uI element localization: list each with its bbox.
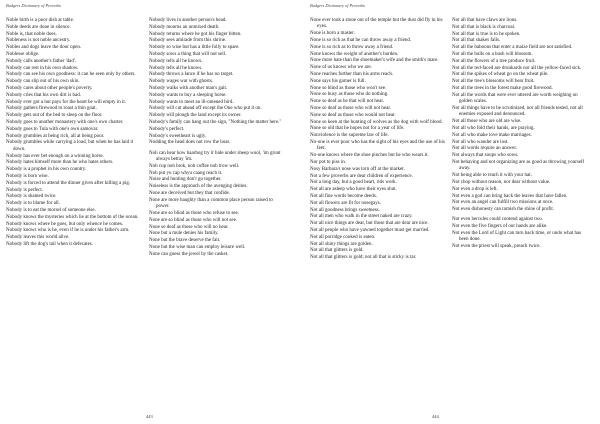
proverb-entry: None ever took a stone out of the temple but the dust did fly in his eyes. (310, 18, 443, 30)
proverb-entry: Not all those who are old are wise. (452, 119, 522, 125)
proverb-entry: Nobles and dogs leave the door open. (6, 45, 82, 51)
proverb-entry: Nobody has ever bet enough on a winning horse. (6, 153, 104, 159)
proverb-entry: Not all who wander are lost. (452, 139, 509, 145)
proverb-entry: Noh can hear how baarhog try it hide under sheep wool, 'im grunt always betray 'im. (149, 150, 281, 162)
proverb-entry: Nobody wants to meet an ill-omened bird. (149, 99, 234, 105)
text-column-left (310, 18, 446, 262)
proverb-entry: None is born a master. (310, 31, 355, 37)
proverb-entry: Not even the five fingers of our hands are alike. (452, 224, 548, 230)
proverb-entry: None so keen at the hunting of wolves as the dog with wolf blood. (310, 119, 443, 125)
proverb-entry: Nobody grumbles while carrying a load, but when he has laid it down. (6, 140, 134, 152)
proverb-entry: No-one knows where the shoe pinches but he who wears it. (310, 153, 429, 159)
proverb-entry: Nobody cares about other people's poverty. (6, 85, 93, 91)
proverb-entry: Nobody hates himself more than he who hates others. (6, 160, 114, 166)
proverb-entry: Not all men who walk in the street naked are crazy. (310, 214, 413, 220)
proverb-entry: Nobody returns where he got his finger bitten. (149, 31, 242, 37)
proverb-entry: Nobody can see his own goodness: it can be seen only by others. (6, 72, 136, 78)
proverb-entry: Not chop without reason, nor dear without value. (452, 179, 551, 185)
proverb-entry: Not all nice things are dear, but those that are dear are nice. (310, 221, 429, 227)
proverb-entry: Nobody sows a thing that will not sell. (149, 51, 227, 57)
proverb-entry: None so deaf as those who would not hear. (310, 112, 396, 118)
proverb-entry: Not always that soups who sows. (452, 153, 519, 159)
proverb-entry: Not all the red-faced are drunkards nor all the yellow-faced sick. (452, 65, 582, 71)
proverb-entry: Not all that glitters is gold. (310, 248, 364, 254)
proverb-entry: Nobody is shamed twice. (6, 194, 57, 200)
proverb-entry: Nobody calls another's father 'dad'. (6, 58, 77, 64)
proverb-entry: None so deaf as he that will not hear. (310, 99, 385, 105)
text-column-left (6, 18, 142, 249)
proverb-entry: Nobody wants to buy a sleeping horse. (149, 92, 227, 98)
proverb-entry: Not all that is true is to be spoken. (452, 31, 521, 37)
proverb-entry: Not all fine words become deeds. (310, 193, 377, 199)
proverb-entry: Noble is, that noble does. (6, 31, 57, 37)
proverb-entry: Nodding the head does not row the boat. (149, 140, 231, 146)
proverb-entry: None of us knows who we are. (310, 65, 372, 71)
proverb-entry: Not all porridge cooked is eaten. (310, 234, 376, 240)
proverb-entry: Nobody is perfect. (6, 187, 44, 193)
proverb-entry: Nor pot to piss in. (310, 159, 346, 165)
proverb-entry: Not all that have claws are lions. (452, 18, 518, 23)
proverb-entry: Nonviolence is the supreme law of life. (310, 133, 389, 139)
proverb-entry: Not even a god can bring back the leaves that have fallen. (452, 193, 568, 199)
proverb-entry: Not all people who have yawned together must get married. (310, 227, 430, 233)
proverb-entry: None but a mule denies his family. (149, 231, 219, 237)
proverb-entry: Not all the tree's blossoms will bear fruit. (452, 79, 535, 85)
proverb-entry: Not behaving and not organizing are as good as throwing yourself away. (452, 159, 585, 172)
proverb-entry: Not even dishonesty can tarnish the shine of profit. (452, 207, 555, 213)
proverb-entry: Nobody so wise but has a little folly to spare. (149, 45, 240, 51)
proverb-entry: Not all flowers are fit for nosegays. (310, 200, 381, 206)
proverb-entry: Nobody will plough the land except its owner. (149, 113, 242, 119)
proverb-entry: Not all that glitters is gold; not all that is sticky is tar. (310, 255, 417, 261)
proverb-entry: None so old that he hopes not for a year of life. (310, 126, 405, 132)
proverb-entry: Nobody is to eat the morsel of someone else. (6, 207, 96, 213)
proverb-entry: Nobody can slip out of his own skin. (6, 79, 80, 85)
proverb-entry: None is so rich as that he can throw away a friend. (310, 38, 412, 43)
proverb-entry: Nobody walks with another man's gait. (149, 85, 228, 91)
running-head: Badgers Dictionary of Proverbs (310, 3, 366, 8)
proverb-entry: Nobody's sweetheart is ugly. (149, 133, 207, 139)
proverb-entry: None are deceived but they that confide. (149, 190, 230, 196)
proverb-entry: Nobody sees amirade from this shrine. (149, 38, 227, 44)
proverb-entry: Noise and hunting don't go together. (149, 177, 222, 183)
proverb-entry: Nobody cries that his own dirt is bad. (6, 92, 81, 98)
proverb-entry: Nobody's perfect. (149, 126, 185, 132)
proverb-entry: Noblesse oblige. (6, 51, 40, 57)
proverb-entry: None knows the weight of another's burden. (310, 51, 399, 57)
proverb-entry: Nobody gets out of the bed to sleep on the floor. (6, 113, 103, 119)
proverb-entry: Nosy Barbara's nose was torn off at the market. (310, 166, 405, 172)
proverb-entry: Nobody is born wise. (6, 173, 49, 179)
page-number: 444 (432, 414, 439, 419)
proverb-entry: Not even hercules could contend against two. (452, 217, 543, 223)
proverb-entry: Noh put yu cap whyu caang reach it. (149, 170, 223, 176)
proverb-entry: None can guess the jewel by the casket. (149, 251, 229, 257)
proverb-entry: Nobody knows who is he, even if he is under his father's arm. (6, 228, 130, 234)
proverb-entry: Not all are asleep who have their eyes shut. (310, 187, 397, 193)
proverb-entry: Nobody tells all he knows. (149, 58, 203, 64)
page-number: 443 (146, 414, 153, 419)
proverb-entry: None is so rich as to throw away a friend. (310, 44, 394, 50)
proverb-entry: Nobody grumbles at being rich, all at being poor. (6, 133, 105, 139)
proverb-entry: Nobody mourns an unmixed death. (149, 24, 220, 30)
proverb-entry: Not all the trees in the forest make good firewood. (452, 85, 553, 91)
proverb-entry: Not a few proverbs are dear children of experience. (310, 173, 413, 179)
proverb-entry: Nobody knows the mysteries which lie at the bottom of the ocean. (6, 214, 139, 220)
proverb-entry: Nobody will cut ahead off except the One who put it on. (149, 106, 262, 112)
proverb-entry: Nobody ever got a hut pays for the heart be will empty in it. (6, 99, 126, 105)
proverb-entry: Nobody tells all he knows. (149, 65, 203, 71)
proverb-entry: Not even a drop is left. (452, 186, 498, 192)
proverb-entry: Not all shiny things are golden. (310, 241, 373, 247)
proverb-entry: Not all who fold their hands, are praying. (452, 125, 535, 131)
proverb-entry: Not all that shakes falls. (452, 38, 501, 44)
proverb-entry: None so blind as those who won't see. (310, 85, 387, 91)
proverb-entry: Noble birth is a poor dish at table. (6, 18, 75, 23)
proverb-entry: Nobody goes to Tula with one's own samovar. (6, 126, 99, 132)
proverb-entry: No-one is ever poor who has the sight of his eyes and the use of his feet. (310, 139, 445, 152)
proverb-entry: Not all the words that were ever uttered are worth weighing on golden scales. (452, 92, 578, 105)
proverb-entry: Nobody wages war with ghosts. (149, 79, 214, 85)
running-head: Badgers Dictionary of Proverbs (6, 3, 62, 8)
proverb-entry: Not all goodness brings sweetness. (310, 207, 380, 213)
proverb-entry: Nobody lift the dog's tail when it defecates. (6, 241, 93, 247)
proverb-entry: Not all who make love make marriages. (452, 132, 532, 138)
proverb-entry: Nobody lives in another person's head. (149, 18, 227, 23)
proverb-entry: Noh cup noh brok, noh coffee noh trow well. (149, 163, 240, 169)
right-page (300, 0, 600, 424)
proverb-entry: None are so blind as those who refuse to see. (149, 210, 239, 216)
proverb-entry: None but the brave deserve the fair. (149, 238, 221, 244)
proverb-entry: Nobody knows where he goes, but only whence he comes. (6, 221, 124, 227)
proverb-entry: Not being able to reach it with your hat. (452, 173, 532, 179)
proverb-entry: Nobody is a prophet in his own country. (6, 167, 87, 173)
proverb-entry: None so deaf as those who will not hear. (310, 105, 391, 111)
proverb-entry: None says his garner is full. (310, 78, 366, 84)
proverb-entry: None reaches further than his arms reach. (310, 71, 394, 77)
proverb-entry: None so busy as those who do nothing. (310, 92, 389, 98)
proverb-entry: None are more haughty than a common place person raised to power. (149, 197, 273, 210)
proverb-entry: Not all words require an answer. (452, 146, 517, 152)
proverb-entry: Noiseless is the approach of the avenging deities. (149, 184, 248, 190)
proverb-entry: Nobody gathers firewood to roast a thin goat. (6, 106, 97, 112)
proverb-entry: Nobody can rest in his own shadow. (6, 65, 79, 71)
proverb-entry: Nobody throws a lance if he has no target. (149, 72, 234, 78)
proverb-entry: Not all the spikes of wheat go on the wheat pile. (452, 72, 549, 78)
proverb-entry: Nobody is forced to attend the dinner given after killing a pig. (6, 180, 131, 186)
text-column-right (149, 18, 285, 259)
proverb-entry: Not even the priest will speak, preach twice. (452, 244, 541, 250)
proverb-entry: Nobody is to blame for all. (6, 201, 60, 207)
proverb-entry: None but the wise man can employ leisure well. (149, 244, 246, 250)
proverb-entry: Nobleness is not noble ancestry. (6, 38, 71, 44)
proverb-entry: Not all things have to be scrutinized, nor all friends tested, not all enemies exposed and denounced. (452, 105, 583, 118)
proverb-entry: Nobody goes to another monastery with one's own charter. (6, 119, 124, 125)
proverb-entry: Nobody leaves this world alive. (6, 235, 70, 241)
proverb-entry: None are so blind as those who will not see. (149, 217, 238, 223)
proverb-entry: None more hate than the shoemaker's wife and the smith's mare. (310, 58, 439, 64)
proverb-entry: Nobody's family can hang out the sign, "Nothing the matter here." (149, 119, 282, 125)
proverb-entry: Noble deeds are done in silence. (6, 24, 71, 30)
proverb-entry: Not all the bulls on a bush will blossom. (452, 51, 533, 57)
text-column-right (452, 18, 588, 251)
proverb-entry: Not all the flowers of a tree produce fruit. (452, 58, 536, 64)
proverb-entry: Not a long day, but a good heart, rids work. (310, 180, 397, 186)
proverb-entry: Not even an angel can fulfill two missions at once. (452, 200, 554, 206)
proverb-entry: Not even the Lord of Light can turn back time, or undo what has been done. (452, 230, 582, 243)
proverb-entry: None so deaf as those who will no hear. (149, 224, 229, 230)
proverb-entry: Not all the baboons that enter a maize field are not satisfied. (452, 45, 573, 51)
proverb-entry: Not all that is black is charcoal. (452, 24, 516, 30)
